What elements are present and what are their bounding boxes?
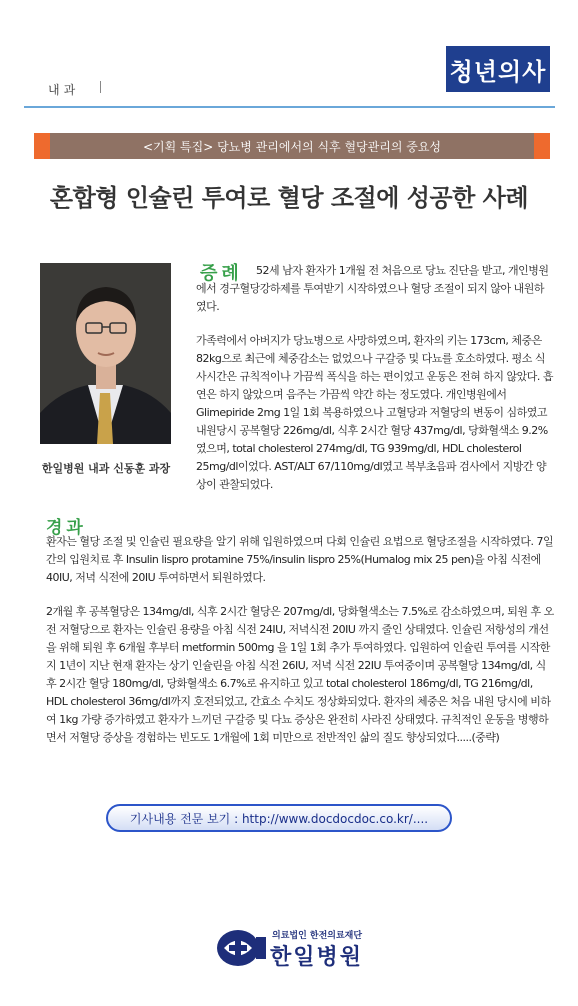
- case-body: [196, 262, 554, 510]
- course-paragraph-2: 2개월 후 공복혈당은 134mg/dl, 식후 2시간 혈당은 207mg/dl, 당화혈색소는 7.5%로 감소하였으며, 퇴원 후 오전 저혈당으로 환자는 인슐린 용량을 아침 식전 24IU, 저녁식전 20IU 까지 줄인 상태였다. 인슐린 저항성의 개선을 위해 퇴원 후 6개월 후부터 metformin 500mg 을 1일 1회 추가 투여하였다. 입원하여 인슐린 투여를 시작한지 1년이 지난 현재 환자는 상기 인슐린을 아침 식전 26IU, 저녁 식전 22IU 투여중이며 공복혈당 134mg/dl, 식후 2시간 혈당 180mg/dl, 당화혈색소 6.7%로 유지하고 있고 total cholesterol 186mg/dl, TG 216mg/dl, HDL cholesterol 36mg/dl까지 호전되었고, 간효소 수치도 정상화되었다. 환자의 체중은 처음 내원 당시에 비하여 1kg 가량 증가하였고 환자가 느끼던 구갈증 및 다뇨 증상은 완전히 사라진 상태였다. 규칙적인 운동을 병행하면서 저혈당 증상을 경험하는 빈도도 1개월에 1회 미만으로 전반적인 삶의 질도 향상되었다.....(중략): [46, 605, 554, 744]
- foundation-name: 의료법인 한전의료재단: [272, 931, 363, 941]
- course-paragraph-1: 환자는 혈당 조절 및 인슐린 필요량을 알기 위해 입원하였으며 다회 인슐린 요법으로 혈당조절을 시작하였다. 7일간의 입원치료 후 Insulin lispro protamine 75%/insulin lispro 25%(Humalog mix 25 pen)을 아침 식전에 40IU, 저녁 식전에 20IU 투여하면서 퇴원하였다.: [46, 535, 554, 584]
- hospital-logo: [216, 927, 366, 971]
- publication-logo: 청년의사: [446, 46, 550, 92]
- banner-cap-left: [34, 133, 50, 159]
- course-body: [46, 533, 554, 763]
- feature-banner: [34, 133, 550, 159]
- hospital-emblem-icon: [216, 929, 268, 967]
- author-caption: 한일병원 내과 신동훈 과장: [41, 462, 171, 475]
- article-title: 혼합형 인슐린 투여로 혈당 조절에 성공한 사례: [49, 184, 529, 212]
- case-paragraph-2: 가족력에서 아버지가 당뇨병으로 사망하였으며, 환자의 키는 173cm, 체중은 82kg으로 최근에 체중감소는 없었으나 구갈증 및 다뇨를 호소하였다. 평소 식사시간은 규칙적이나 가끔씩 폭식을 하는 편이었고 운동은 전혀 하지 않았다. 흡연은 하지 않았으며 음주는 가끔씩 약간 하는 정도였다. 개인병원에서 Glimepiride 2mg 1일 1회 복용하였으나 고혈당과 저혈당의 변동이 심하였고 내원당시 공복혈당 226mg/dl, 식후 2시간 혈당 437mg/dl, 당화혈색소 9.2%였으며, total cholesterol 274mg/dl, TG 939mg/dl, HDL cholesterol 25mg/dl이었다. AST/ALT 67/110mg/dl였고 복부초음파 검사에서 지방간 양상이 관찰되었다.: [196, 334, 553, 491]
- banner-text: <기획 특집> 당뇨병 관리에서의 식후 혈당관리의 중요성: [142, 139, 442, 154]
- banner-cap-right: [534, 133, 550, 159]
- course-heading: 경과: [46, 518, 87, 538]
- case-heading: 증례: [200, 263, 243, 284]
- author-photo: [40, 263, 171, 444]
- hospital-name: 한일병원: [270, 945, 364, 970]
- department-separator: [100, 81, 101, 93]
- department-label: 내과: [48, 83, 80, 97]
- full-article-link-button[interactable]: 기사내용 전문 보기 : http://www.docdocdoc.co.kr/....: [106, 804, 452, 832]
- case-paragraph-1: 52세 남자 환자가 1개월 전 처음으로 당뇨 진단을 받고, 개인병원에서 경구혈당강하제를 투여받기 시작하였으나 혈당 조절이 되지 않아 내원하였다.: [196, 264, 549, 313]
